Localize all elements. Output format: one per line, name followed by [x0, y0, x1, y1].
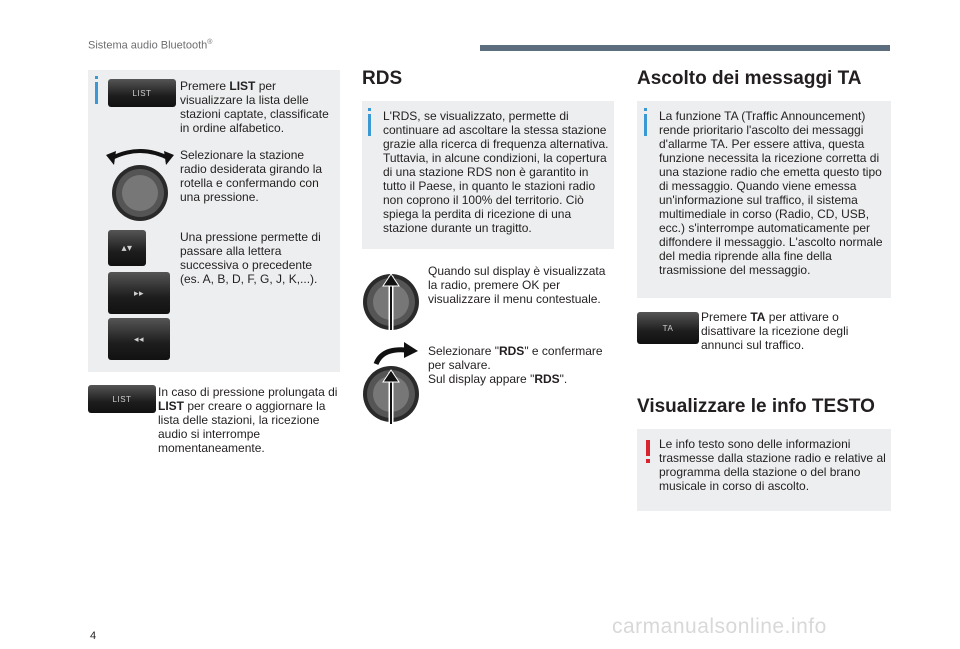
ta-heading: Ascolto dei messaggi TA: [637, 68, 862, 89]
warning-icon: [646, 440, 650, 456]
rotate-press-knob-image: [360, 342, 422, 426]
ta-info-text: La funzione TA (Traffic Announcement) rende prioritario l'ascolto dei messaggi d'allarme TA. Per essere attiva, questa funzione necessita la ricezione corretta di una stazione radio che emetta questo tipo di messaggio. Quando viene emessa un'informazione sul traffico, il sistema multimediale in corso (Radio, CD, USB, ecc.) s'interrompe automaticamente per diffondere il messaggio. L'ascolto normale del media riprende alla fine della trasmissione del messaggio.: [659, 109, 883, 277]
footer-watermark: carmanualsonline.info: [612, 615, 827, 638]
rds-select-paragraph: Selezionare "RDS" e confermare per salvare. Sul display appare "RDS".: [428, 344, 603, 386]
rds-info-text: L'RDS, se visualizzato, permette di continuare ad ascoltare la stessa stazione grazie alla ricerca di frequenza alternativa. Tuttavia, in alcune condizioni, la copertura di una stazione RDS non è garantito in tutto il Paese, in quanto le stazioni radio non coprono il 100% del territorio. Ciò spiega la perdita di ricezione di una stazione durante un tragitto.: [383, 109, 609, 235]
rds-heading: RDS: [362, 68, 403, 89]
rewind-icon: ◂◂: [133, 333, 145, 344]
list-paragraph: Premere LIST per visualizzare la lista delle stazioni captate, classificate in ordine alfabetico.: [180, 79, 329, 135]
ta-paragraph: Premere TA per attivare o disattivare la ricezione degli annunci sul traffico.: [701, 310, 849, 352]
fast-forward-icon: ▸▸: [133, 287, 145, 298]
long-press-paragraph: In caso di pressione prolungata di LIST per creare o aggiornare la lista delle stazioni, la ricezione audio si interrompe momentaneamente.: [158, 385, 338, 455]
letter-paragraph: Una pressione permette di passare alla lettera successiva o precedente (es. A, B, D, F, G, J, K,...).: [180, 230, 321, 286]
list-button-image: LIST: [108, 79, 176, 107]
info-icon: [368, 114, 371, 136]
info-icon: [644, 114, 647, 136]
seek-forward-image: [108, 272, 170, 314]
testo-heading: Visualizzare le info TESTO: [637, 396, 875, 417]
info-icon: [95, 82, 98, 104]
knob-paragraph: Selezionare la stazione radio desiderata girando la rotella e confermando con una pressione.: [180, 148, 323, 204]
list-button-image-2: LIST: [88, 385, 156, 413]
page-number: 4: [90, 630, 97, 642]
ok-knob-image: [360, 266, 422, 336]
rds-ok-paragraph: Quando sul display è visualizzata la radio, premere OK per visualizzare il menu contestuale.: [428, 264, 606, 306]
running-header: Sistema audio Bluetooth®: [88, 39, 213, 52]
testo-warn-text: Le info testo sono delle informazioni trasmesse dalla stazione radio e relative al programma della stazione o del brano musicale in corso di ascolto.: [659, 437, 886, 493]
updown-icon: ▴▾: [121, 242, 133, 254]
seek-back-image: [108, 318, 170, 360]
header-bar: [480, 45, 890, 51]
ta-button-image: TA: [637, 312, 699, 344]
updown-switch-image: [108, 230, 146, 266]
rotary-knob-image: [104, 145, 176, 225]
